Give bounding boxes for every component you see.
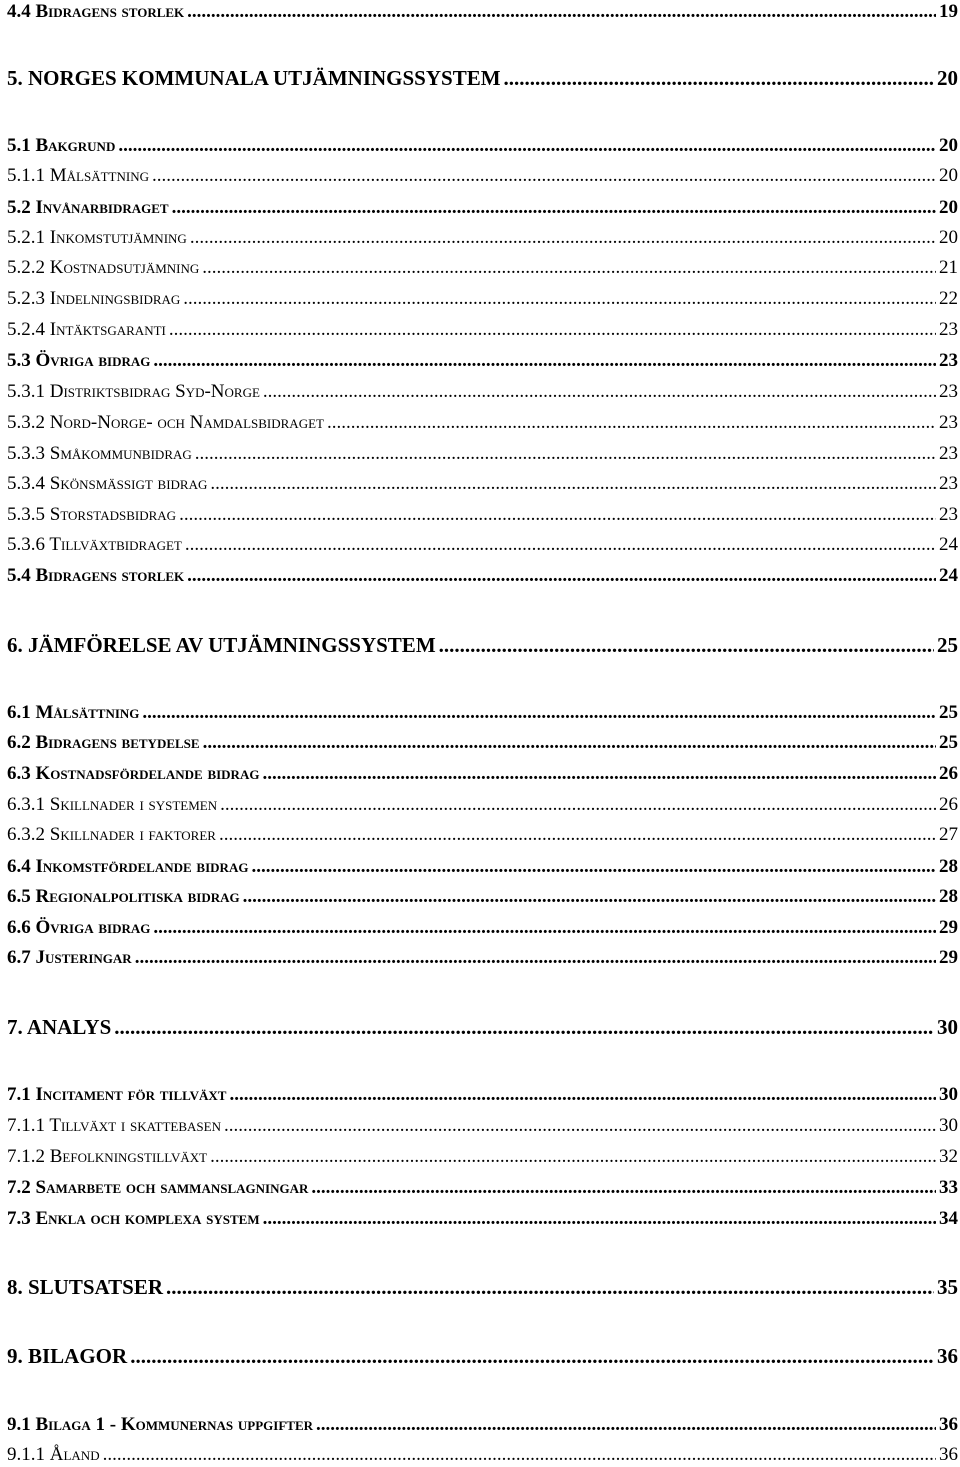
toc-entry-title: 5.2.2 Kostnadsutjämning (7, 257, 200, 278)
dot-leader (210, 472, 936, 496)
toc-entry-title: 5.3.4 Skönsmässigt bidrag (7, 473, 208, 494)
toc-entry-title: 7.3 Enkla och komplexa system (7, 1208, 260, 1229)
toc-entry-title: 5.3.2 Nord-Norge- och Namdalsbidraget (7, 412, 324, 433)
dot-leader (185, 533, 936, 557)
toc-entry-page-number: 23 (939, 381, 958, 402)
toc-entry-page-number: 22 (939, 288, 958, 309)
toc-entry-page-number: 20 (939, 135, 958, 156)
dot-leader (219, 823, 936, 847)
toc-entry-title: 4.4 Bidragens storlek (7, 1, 185, 22)
toc-entry-page-number: 23 (939, 443, 958, 464)
toc-entry-title: 6.7 Justeringar (7, 947, 132, 968)
dot-leader (251, 855, 936, 879)
toc-entry-title: 7. ANALYS (7, 1015, 112, 1039)
toc-entry-title: 5.2.4 Intäktsgaranti (7, 319, 166, 340)
dot-leader (172, 196, 936, 220)
toc-entry-page-number: 25 (939, 732, 958, 753)
toc-entry-page-number: 21 (939, 257, 958, 278)
dot-leader (142, 701, 936, 725)
toc-entry-page-number: 30 (939, 1115, 958, 1136)
toc-entry-title: 8. SLUTSATSER (7, 1275, 164, 1299)
toc-entry-page-number: 20 (937, 66, 958, 90)
toc-entry[interactable] (7, 1275, 960, 1299)
toc-entry[interactable] (7, 226, 960, 250)
dot-leader (210, 1145, 936, 1169)
toc-entry-page-number: 30 (937, 1015, 958, 1039)
toc-entry[interactable] (7, 503, 960, 527)
dot-leader (114, 1015, 934, 1039)
toc-entry-page-number: 25 (939, 702, 958, 723)
toc-entry[interactable] (7, 196, 960, 220)
toc-entry[interactable] (7, 318, 960, 342)
dot-leader (224, 1114, 936, 1138)
dot-leader (202, 256, 936, 280)
toc-entry-page-number: 23 (939, 319, 958, 340)
dot-leader (179, 503, 936, 527)
toc-entry-title: 6.1 Målsättning (7, 702, 140, 723)
dot-leader (187, 0, 936, 24)
toc-entry[interactable] (7, 134, 960, 158)
toc-entry-title: 5.3.5 Storstadsbidrag (7, 504, 177, 525)
dot-leader (153, 349, 936, 373)
dot-leader (118, 134, 936, 158)
toc-entry-title: 5.2.3 Indelningsbidrag (7, 288, 181, 309)
dot-leader (130, 1344, 934, 1368)
toc-entry-title: 7.1.2 Befolkningstillväxt (7, 1146, 208, 1167)
toc-entry-page-number: 26 (939, 794, 958, 815)
toc-entry-title: 6.6 Övriga bidrag (7, 917, 151, 938)
dot-leader (504, 66, 934, 90)
toc-entry-title: 5.1 Bakgrund (7, 135, 116, 156)
toc-entry-title: 5.3.3 Småkommunbidrag (7, 443, 192, 464)
toc-entry[interactable] (7, 256, 960, 280)
toc-entry[interactable] (7, 533, 960, 557)
toc-entry-title: 6.3.1 Skillnader i systemen (7, 794, 218, 815)
dot-leader (169, 318, 936, 342)
toc-entry-page-number: 23 (939, 504, 958, 525)
dot-leader (187, 564, 936, 588)
dot-leader (263, 1207, 936, 1231)
toc-entry[interactable] (7, 287, 960, 311)
toc-entry-title: 5.2 Invånarbidraget (7, 197, 169, 218)
toc-entry-page-number: 28 (939, 886, 958, 907)
toc-entry-title: 7.1.1 Tillväxt i skattebasen (7, 1115, 221, 1136)
dot-leader (263, 380, 936, 404)
toc-entry-title: 6.3.2 Skillnader i faktorer (7, 824, 216, 845)
toc-entry-page-number: 24 (939, 534, 958, 555)
toc-entry-page-number: 35 (937, 1275, 958, 1299)
toc-entry-title: 5.4 Bidragens storlek (7, 565, 185, 586)
toc-entry-page-number: 23 (939, 412, 958, 433)
toc-entry[interactable] (7, 1207, 960, 1231)
toc-entry-title: 6. JÄMFÖRELSE AV UTJÄMNINGSSYSTEM (7, 633, 436, 657)
toc-entry-page-number: 20 (939, 227, 958, 248)
dot-leader (190, 226, 936, 250)
dot-leader (327, 411, 936, 435)
toc-entry[interactable] (7, 66, 960, 90)
toc-entry-title: 9.1 Bilaga 1 - Kommunernas uppgifter (7, 1414, 314, 1435)
dot-leader (153, 916, 936, 940)
toc-entry-page-number: 34 (939, 1208, 958, 1229)
toc-entry[interactable] (7, 0, 960, 24)
toc-entry[interactable] (7, 762, 960, 786)
toc-entry-title: 5.3 Övriga bidrag (7, 350, 151, 371)
toc-entry-page-number: 36 (939, 1414, 958, 1435)
toc-entry[interactable] (7, 564, 960, 588)
toc-entry[interactable] (7, 1443, 960, 1467)
toc-entry-title: 9.1.1 Åland (7, 1444, 100, 1465)
toc-entry[interactable] (7, 701, 960, 725)
toc-entry-page-number: 27 (939, 824, 958, 845)
toc-entry-page-number: 23 (939, 350, 958, 371)
toc-entry[interactable] (7, 1145, 960, 1169)
toc-entry-page-number: 26 (939, 763, 958, 784)
dot-leader (262, 762, 936, 786)
toc-entry-page-number: 29 (939, 917, 958, 938)
toc-entry[interactable] (7, 916, 960, 940)
dot-leader (135, 946, 936, 970)
toc-entry-title: 7.2 Samarbete och sammanslagningar (7, 1177, 309, 1198)
dot-leader (243, 885, 936, 909)
toc-entry[interactable] (7, 164, 960, 188)
toc-entry[interactable] (7, 946, 960, 970)
toc-entry-title: 5. NORGES KOMMUNALA UTJÄMNINGSSYSTEM (7, 66, 501, 90)
toc-entry-page-number: 32 (939, 1146, 958, 1167)
toc-entry[interactable] (7, 1176, 960, 1200)
toc-entry[interactable] (7, 411, 960, 435)
toc-entry[interactable] (7, 349, 960, 373)
toc-entry[interactable] (7, 1413, 960, 1437)
toc-entry-page-number: 28 (939, 856, 958, 877)
dot-leader (166, 1275, 934, 1299)
dot-leader (195, 442, 936, 466)
toc-entry-page-number: 20 (939, 197, 958, 218)
toc-entry-title: 6.4 Inkomstfördelande bidrag (7, 856, 249, 877)
toc-entry[interactable] (7, 823, 960, 847)
toc-entry[interactable] (7, 472, 960, 496)
dot-leader (220, 793, 936, 817)
toc-entry-title: 5.2.1 Inkomstutjämning (7, 227, 187, 248)
toc-entry[interactable] (7, 885, 960, 909)
toc-entry-page-number: 29 (939, 947, 958, 968)
dot-leader (439, 633, 934, 657)
dot-leader (311, 1176, 936, 1200)
toc-entry-page-number: 36 (937, 1344, 958, 1368)
toc-entry-page-number: 19 (939, 1, 958, 22)
toc-entry-page-number: 33 (939, 1177, 958, 1198)
toc-entry[interactable] (7, 442, 960, 466)
toc-entry[interactable] (7, 731, 960, 755)
dot-leader (316, 1413, 936, 1437)
dot-leader (229, 1083, 936, 1107)
toc-entry-title: 9. BILAGOR (7, 1344, 128, 1368)
toc-entry[interactable] (7, 633, 960, 657)
toc-entry-page-number: 24 (939, 565, 958, 586)
toc-entry-title: 6.3 Kostnadsfördelande bidrag (7, 763, 260, 784)
toc-entry-title: 5.1.1 Målsättning (7, 165, 149, 186)
toc-entry[interactable] (7, 1114, 960, 1138)
toc-entry[interactable] (7, 1083, 960, 1107)
dot-leader (152, 164, 936, 188)
toc-entry-page-number: 30 (939, 1084, 958, 1105)
dot-leader (183, 287, 936, 311)
toc-entry[interactable] (7, 793, 960, 817)
toc-entry[interactable] (7, 855, 960, 879)
toc-entry[interactable] (7, 380, 960, 404)
toc-entry[interactable] (7, 1344, 960, 1368)
toc-entry-page-number: 20 (939, 165, 958, 186)
toc-entry-title: 6.2 Bidragens betydelse (7, 732, 200, 753)
toc-entry[interactable] (7, 1015, 960, 1039)
toc-entry-page-number: 23 (939, 473, 958, 494)
toc-entry-title: 5.3.6 Tillväxtbidraget (7, 534, 182, 555)
toc-entry-page-number: 25 (937, 633, 958, 657)
toc-entry-title: 6.5 Regionalpolitiska bidrag (7, 886, 240, 907)
toc-entry-title: 7.1 Incitament för tillväxt (7, 1084, 227, 1105)
toc-entry-title: 5.3.1 Distriktsbidrag Syd-Norge (7, 381, 260, 402)
dot-leader (203, 731, 936, 755)
dot-leader (103, 1443, 936, 1467)
toc-entry-page-number: 36 (939, 1444, 958, 1465)
